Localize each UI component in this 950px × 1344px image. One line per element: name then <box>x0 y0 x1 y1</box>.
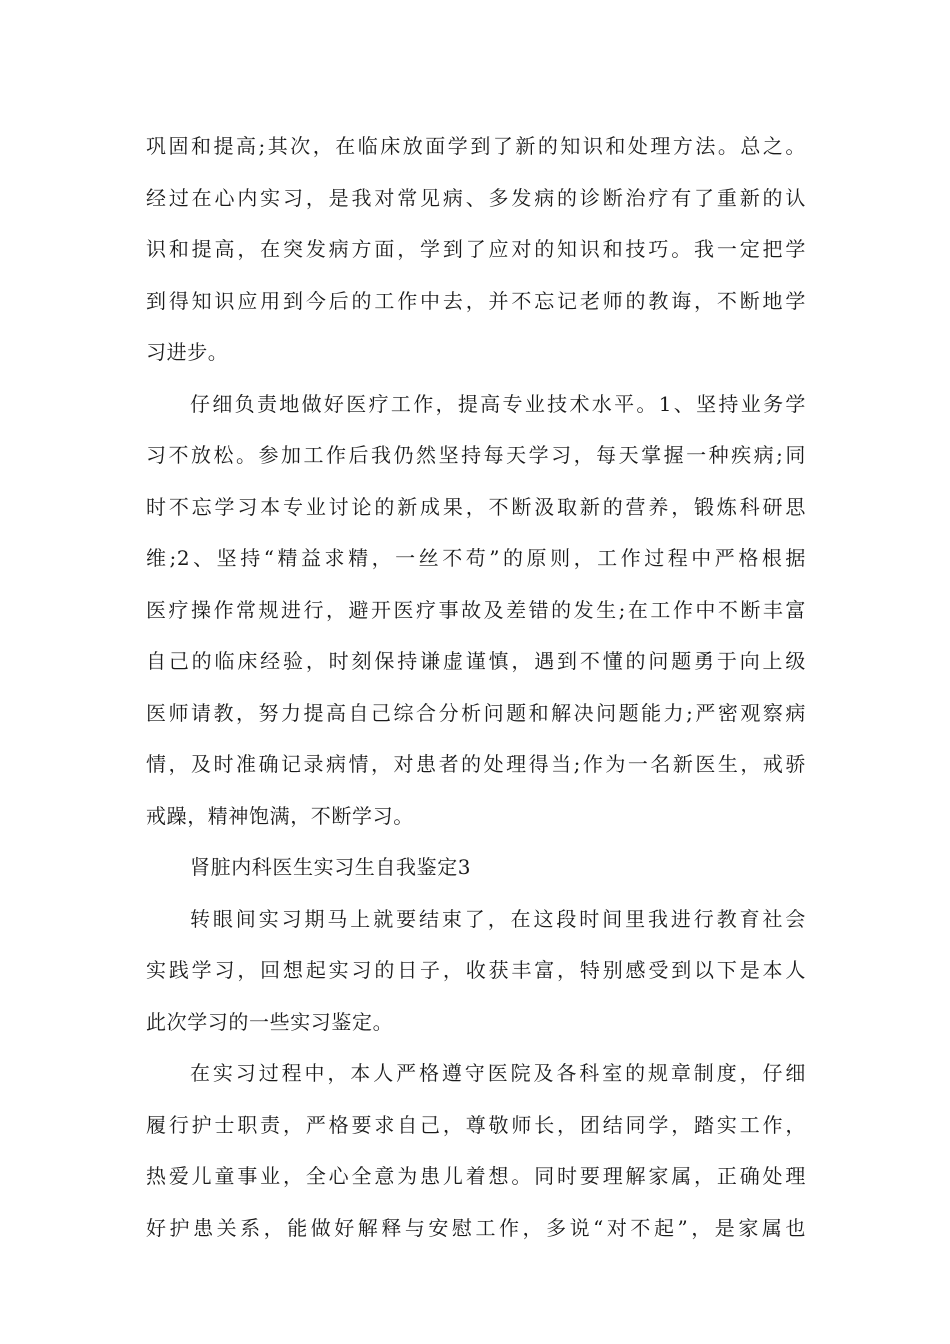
text-line: 到得知识应用到今后的工作中去，并不忘记老师的教诲，不断地学 <box>146 288 806 313</box>
text-line: 情，及时准确记录病情，对患者的处理得当;作为一名新医生，戒骄 <box>146 752 806 776</box>
text-line: 此次学习的一些实习鉴定。 <box>146 1009 394 1034</box>
text-line: 习进步。 <box>146 340 229 364</box>
text-line: 肾脏内科医生实习生自我鉴定3 <box>190 855 472 879</box>
text-line: 识和提高，在突发病方面，学到了应对的知识和技巧。我一定把学 <box>146 237 806 261</box>
text-line: 自己的临床经验，时刻保持谦虚谨慎，遇到不懂的问题勇于向上级 <box>146 649 806 673</box>
text-line: 习不放松。参加工作后我仍然坚持每天学习，每天掌握一种疾病;同 <box>146 443 806 467</box>
text-line: 好护患关系，能做好解释与安慰工作，多说“对不起”，是家属也 <box>146 1215 806 1240</box>
text-line: 戒躁，精神饱满，不断学习。 <box>146 803 414 828</box>
text-line: 履行护士职责，严格要求自己，尊敬师长，团结同学，踏实工作， <box>146 1112 806 1137</box>
text-line: 巩固和提高;其次，在临床放面学到了新的知识和处理方法。总之。 <box>146 134 806 158</box>
text-line: 在实习过程中，本人严格遵守医院及各科室的规章制度，仔细 <box>190 1061 806 1085</box>
text-line: 医疗操作常规进行，避开医疗事故及差错的发生;在工作中不断丰富 <box>146 597 806 622</box>
text-line: 医师请教，努力提高自己综合分析问题和解决问题能力;严密观察病 <box>146 700 806 725</box>
text-line: 热爱儿童事业，全心全意为患儿着想。同时要理解家属，正确处理 <box>146 1164 806 1188</box>
text-line: 时不忘学习本专业讨论的新成果，不断汲取新的营养，锻炼科研思 <box>146 494 806 519</box>
text-line: 经过在心内实习，是我对常见病、多发病的诊断治疗有了重新的认 <box>146 185 806 210</box>
document-body <box>146 128 806 1261</box>
text-line: 转眼间实习期马上就要结束了，在这段时间里我进行教育社会 <box>190 906 806 931</box>
text-line: 维;2、坚持“精益求精，一丝不苟”的原则，工作过程中严格根据 <box>146 546 806 570</box>
text-line: 仔细负责地做好医疗工作，提高专业技术水平。1、坚持业务学 <box>190 391 806 416</box>
text-line: 实践学习，回想起实习的日子，收获丰富，特别感受到以下是本人 <box>146 958 806 982</box>
